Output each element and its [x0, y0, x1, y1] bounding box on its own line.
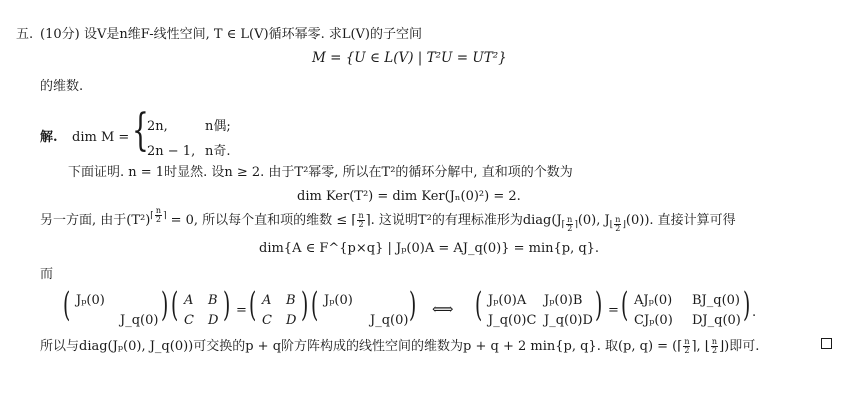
frac-n-2-a: $\frac{n}{2}$ [358, 211, 364, 229]
paren-close: ) [300, 285, 309, 325]
m5-12: Jₚ(0)B [544, 293, 583, 308]
proof-line-2c: . 这说明T²的有理标准形为diag(J [370, 213, 562, 228]
proof-line-1: 下面证明. n = 1时显然. 设n ≥ 2. 由于T²幂零, 所以在T²的循环分解中, 直和项的个数为 [68, 165, 573, 180]
m3-b: B [286, 293, 296, 308]
m6-12: BJ_q(0) [692, 293, 741, 308]
paren-open: ( [310, 285, 319, 325]
paren-close: ) [160, 285, 169, 325]
equation-dim-ker: dim Ker(T²) = dim Ker(Jₙ(0)²) = 2. [297, 189, 521, 204]
case-odd-value: 2n − 1, [147, 144, 196, 159]
proof-line-2b: = 0, 所以每个直和项的维数 ≤ [170, 213, 348, 228]
m6-11: AJₚ(0) [634, 293, 673, 308]
m2-a: A [184, 293, 194, 308]
m2-c: C [184, 313, 194, 328]
dim-m-lhs: dim M = [72, 130, 130, 145]
word-er: 而 [40, 267, 54, 282]
equation-commutant-dim: dim{A ∈ F^{p×q} | Jₚ(0)A = AJ_q(0)} = min{p, q}. [259, 241, 600, 256]
m3-d: D [286, 313, 297, 328]
set-definition: M = {U ∈ L(V) | T²U = UT²} [312, 50, 507, 66]
problem-number: 五. [16, 27, 34, 42]
problem-points: (10分) [40, 27, 80, 42]
paren-close: ) [222, 285, 231, 325]
m1-bottom-right: J_q(0) [120, 313, 159, 328]
equals-sign: = [608, 303, 619, 318]
paren-close: ) [408, 285, 417, 325]
m1-top-left: Jₚ(0) [76, 293, 105, 308]
qed-square-icon [821, 338, 832, 349]
m5-22: J_q(0)D [544, 313, 593, 328]
m4-bottom-right: J_q(0) [370, 313, 409, 328]
paren-open: ( [474, 285, 483, 325]
problem-ask: 的维数. [40, 79, 84, 94]
m6-22: DJ_q(0) [692, 313, 741, 328]
m5-21: J_q(0)C [488, 313, 537, 328]
paren-open: ( [62, 285, 71, 325]
equals-sign: = [236, 303, 247, 318]
case-even-cond: n偶; [205, 119, 231, 134]
proof-line-2d: (0), J [577, 213, 610, 228]
paren-close: ) [742, 285, 751, 325]
final-line-a: 所以与diag(Jₚ(0), J_q(0))可交换的p + q阶方阵构成的线性空间的维数为p + q + 2 min{p, q}. 取(p, q) = ( [40, 339, 678, 354]
m3-c: C [262, 313, 272, 328]
m2-d: D [208, 313, 219, 328]
solution-label: 解. [40, 130, 58, 145]
ceil-exponent: ⌈ n 2 ⌉ [150, 206, 167, 224]
frac-n-2-c: $\frac{n}{2}$ [711, 337, 718, 355]
case-odd-cond: n奇. [205, 144, 231, 159]
final-line-b: )即可. [724, 339, 760, 354]
m5-11: Jₚ(0)A [488, 293, 527, 308]
proof-line-2: 另一方面, 由于$(T^2)^{⌈ \frac{n}{2} ⌉} = 0$, 所以每个直和项的维数 ≤ ⌈ $\frac{n}{2}$ ⌉. 这说明T²的有理标准形为$diag(J_{⌈ \frac{n}{2} ⌉}(0)$, $J_{⌊ \frac{n}{2} ⌋}(0)$). 直接计算可得 [40, 206, 736, 233]
cases-brace: { [132, 105, 149, 156]
proof-line-2e: (0)). 直接计算可得 [625, 213, 736, 228]
proof-line-2a: 另一方面, 由于(T²) [40, 213, 151, 228]
m4-top-left: Jₚ(0) [324, 293, 353, 308]
frac-n-2-b: $\frac{n}{2}$ [684, 337, 690, 355]
paren-open: ( [248, 285, 257, 325]
case-even-value: 2n, [147, 119, 168, 134]
m6-21: CJₚ(0) [634, 313, 673, 328]
paren-open: ( [170, 285, 179, 325]
m2-b: B [208, 293, 218, 308]
paren-close: ) [594, 285, 603, 325]
problem-statement: 设V是n维F-线性空间, T ∈ L(V)循环幂零. 求L(V)的子空间 [84, 27, 423, 42]
final-line: 所以与diag(Jₚ(0), J_q(0))可交换的p + q阶方阵构成的线性空间的维数为p + q + 2 min{p, q}. 取(p, q) = (⌈ $\frac{n}{2}$ ⌉, ⌊ $\frac{n}{2}$ ⌋)即可. [40, 337, 760, 355]
matrix-equation [60, 285, 780, 332]
m3-a: A [262, 293, 272, 308]
period: . [752, 305, 757, 320]
paren-open: ( [620, 285, 629, 325]
iff-symbol: ⟺ [432, 300, 454, 318]
